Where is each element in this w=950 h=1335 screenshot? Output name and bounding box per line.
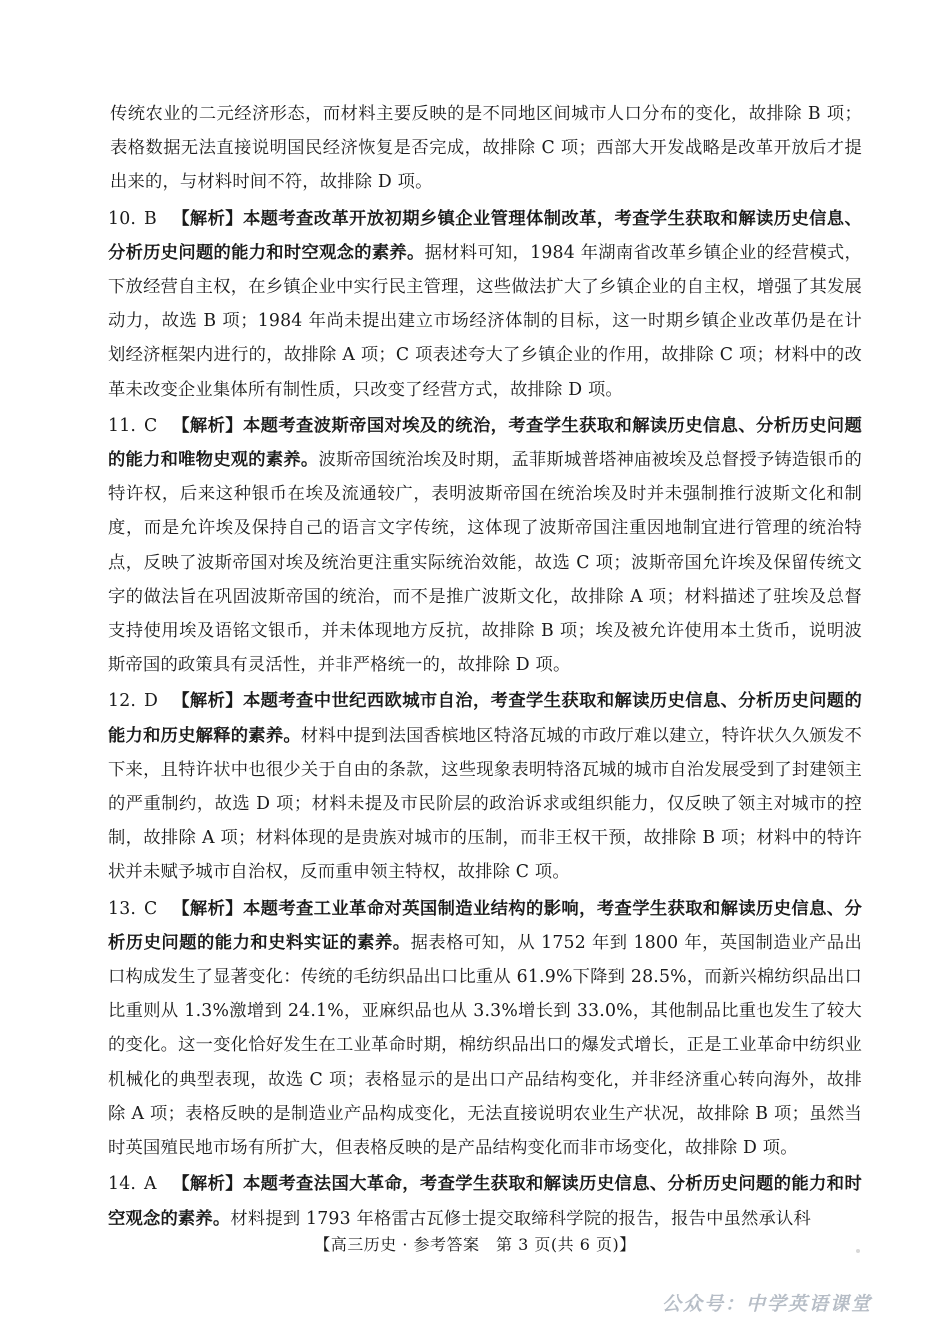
analysis-body: 材料提到 1793 年格雷古瓦修士提交取缔科学院的报告，报告中虽然承认科 <box>230 1208 811 1229</box>
answer-letter: C <box>144 415 158 436</box>
analysis-body: 波斯帝国统治埃及时期，孟菲斯城普塔神庙被埃及总督授予铸造银币的特许权，后来这种银币在埃及流通较广，表明波斯帝国在统治埃及时并未强制推行波斯文化和制度，而是允许埃及保持自己的语言文字传统，这体现了波斯帝国注重因地制宜进行管理的统治特点，反映了波斯帝国对埃及统治更注重实际统治效能，故选 C 项；波斯帝国允许埃及保留传统文字的做法旨在巩固波斯帝国的统治，而不是推广波斯文化，故排除 A 项；材料描述了驻埃及总督支持使用埃及语铭文银币，并未体现地方反抗，故排除 B 项；埃及被允许使用本土货币，说明波斯帝国的政策具有灵活性，并非严格统一的，故排除 D 项。 <box>108 450 862 676</box>
answer-content <box>110 97 862 1238</box>
answer-item <box>108 892 862 1166</box>
answer-item <box>108 684 862 889</box>
analysis-lead: 本题考查工业革命对英国制造业结构的影响，考查学生获取和解读历史信息、分析历史问题的能力和史料实证的素养。 <box>108 898 862 953</box>
analysis-body: 据表格可知，从 1752 年到 1800 年，英国制造业产品出口构成发生了显著变化：传统的毛纺织品出口比重从 61.9%下降到 28.5%，而新兴棉纺织品出口比重则从 1.3%激增到 24.1%，亚麻织品也从 3.3%增长到 33.0%，其他制品比重也发生了较大的变化。这一变化恰好发生在工业革命时期，棉纺织品出口的爆发式增长，正是工业革命中纺织业机械化的典型表现，故选 C 项；表格显示的是出口产品结构变化，并非经济重心转向海外，故排除 A 项；表格反映的是制造业产品构成变化，无法直接说明农业生产状况，故排除 B 项；虽然当时英国殖民地市场有所扩大，但表格反映的是产品结构变化而非市场变化，故排除 D 项。 <box>108 932 862 1159</box>
intro-paragraph: 传统农业的二元经济形态，而材料主要反映的是不同地区间城市人口分布的变化，故排除 B 项；表格数据无法直接说明国民经济恢复是否完成，故排除 C 项；西部大开发战略是改革开放后才提出来的，与材料时间不符，故排除 D 项。 <box>110 104 862 193</box>
decorative-dot <box>856 1249 860 1253</box>
question-number: 14. <box>108 1174 137 1195</box>
answer-items <box>110 202 862 1238</box>
analysis-tag: 【解析】 <box>172 415 243 436</box>
analysis-lead: 本题考查改革开放初期乡镇企业管理体制改革，考查学生获取和解读历史信息、分析历史问题的能力和时空观念的素养。 <box>108 208 862 263</box>
answer-letter: B <box>144 208 157 229</box>
analysis-body: 据材料可知，1984 年湖南省改革乡镇企业的经营模式，下放经营自主权，在乡镇企业中实行民主管理，这些做法扩大了乡镇企业的自主权，增强了其发展动力，故选 B 项；1984 年尚未提出建立市场经济体制的目标，这一时期乡镇企业改革仍是在计划经济框架内进行的，故排除 A 项；C 项表述夸大了乡镇企业的作用，故排除 C 项；材料中的改革未改变企业集体所有制性质，只改变了经营方式，故排除 D 项。 <box>108 242 863 400</box>
answer-letter: A <box>144 1174 157 1195</box>
question-number: 10. <box>108 208 137 229</box>
analysis-lead: 本题考查法国大革命，考查学生获取和解读历史信息、分析历史问题的能力和时空观念的素养。 <box>108 1174 862 1229</box>
answer-letter: D <box>144 691 159 712</box>
answer-letter: C <box>144 898 158 919</box>
question-number: 11. <box>108 415 137 436</box>
analysis-lead: 本题考查中世纪西欧城市自治，考查学生获取和解读历史信息、分析历史问题的能力和历史解释的素养。 <box>108 691 862 746</box>
question-number: 13. <box>108 898 137 919</box>
answer-item <box>108 1167 862 1235</box>
analysis-body: 材料中提到法国香槟地区特洛瓦城的市政厅难以建立，特许状久久颁发不下来，且特许状中也很少关于自由的条款，这些现象表明特洛瓦城的城市自治发展受到了封建领主的严重制约，故选 D 项；材料未提及市民阶层的政治诉求或组织能力，仅反映了领主对城市的控制，故排除 A 项；材料体现的是贵族对城市的压制，而非王权干预，故排除 B 项；材料中的特许状并未赋予城市自治权，反而重申领主特权，故排除 C 项。 <box>108 725 863 883</box>
answer-item <box>108 409 862 683</box>
answer-item <box>108 202 862 407</box>
analysis-tag: 【解析】 <box>172 691 243 712</box>
question-number: 12. <box>108 691 137 712</box>
analysis-tag: 【解析】 <box>172 208 243 229</box>
analysis-tag: 【解析】 <box>172 1174 243 1195</box>
page-footer: 【高三历史 · 参考答案 第 3 页(共 6 页)】 <box>314 1235 636 1254</box>
analysis-tag: 【解析】 <box>172 898 243 919</box>
watermark-text: 公众号：中学英语课堂 <box>661 1293 872 1315</box>
analysis-lead: 本题考查波斯帝国对埃及的统治，考查学生获取和解读历史信息、分析历史问题的能力和唯物史观的素养。 <box>108 415 862 471</box>
